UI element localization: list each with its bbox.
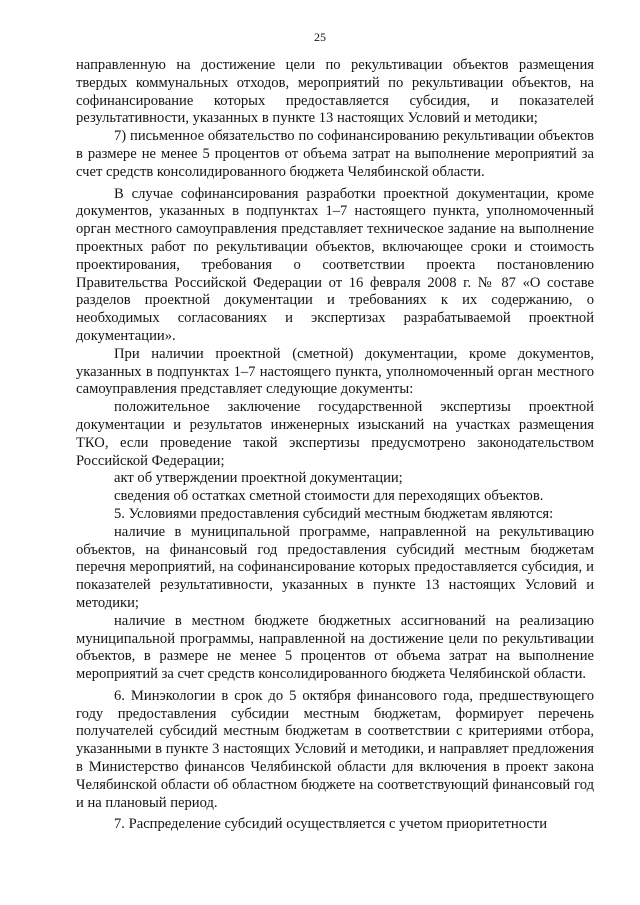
document-body [76, 57, 594, 834]
paragraph-section-6: 6. Минэкологии в срок до 5 октября финансового года, предшествующего году предоставления субсидии местным бюджетам, формирует перечень получателей субсидий местным бюджетам в соответствии с критериями отбора, указанными в пункте 3 настоящих Условий и методики, и направляет предложения в Министерство финансов Челябинской области для включения в проект закона Челябинской области об областном бюджете на соответствующий финансовый год и на плановый период. [76, 687, 594, 811]
paragraph-design-cofinancing: В случае софинансирования разработки проектной документации, кроме документов, указанных в подпунктах 1–7 настоящего пункта, уполномоченный орган местного самоуправления представляет техническое задание на выполнение проектных работ по рекультивации объектов, включающее сроки и стоимость проектирования, требования о соответствии проекта постановлению Правительства Российской Федерации от 16 февраля 2008 г. № 87 «О составе разделов проектной документации и требованиях к их содержанию, о необходимых согласованиях и экспертизах разрабатываемой проектной документации». [76, 185, 594, 344]
paragraph-section-5-heading: 5. Условиями предоставления субсидий местным бюджетам являются: [114, 505, 554, 522]
paragraph-section-7: 7. Распределение субсидий осуществляется с учетом приоритетности [114, 816, 548, 833]
paragraph-budget-condition: наличие в местном бюджете бюджетных ассигнований на реализацию муниципальной программы, направленной на достижение цели по рекультивации объектов, в размере не менее 5 процентов от объема затрат на выполнение мероприятий за счет средств консолидированного бюджета Челябинской области. [76, 612, 594, 683]
paragraph-item-7-obligation: 7) письменное обязательство по софинансированию рекультивации объектов в размере не менее 5 процентов от объема затрат на выполнение мероприятий за счет средств консолидированного бюджета Челябинской области. [76, 128, 594, 180]
paragraph-cost-remainders: сведения об остатках сметной стоимости для переходящих объектов. [114, 488, 544, 505]
paragraph-approval-act: акт об утверждении проектной документации; [114, 470, 403, 487]
paragraph-item-6-continuation: направленную на достижение цели по рекультивации объектов размещения твердых коммунальных отходов, мероприятий по рекультивации объектов, на софинансирование которых предоставляется субсидия, и показателей результативности, указанных в пункте 13 настоящих Условий и методики; [76, 57, 594, 127]
page-number: 25 [314, 30, 326, 44]
paragraph-program-condition: наличие в муниципальной программе, направленной на рекультивацию объектов, на финансовый год предоставления субсидий местным бюджетам перечня мероприятий, на софинансирование которых предоставляется субсидия, и показателей результативности, указанных в пункте 13 настоящих Условий и методики; [76, 523, 594, 611]
paragraph-existing-documentation: При наличии проектной (сметной) документации, кроме документов, указанных в подпунктах 1–7 настоящего пункта, уполномоченный орган местного самоуправления представляет следующие документы: [76, 345, 594, 398]
paragraph-expert-conclusion: положительное заключение государственной экспертизы проектной документации и результатов инженерных изысканий на участках размещения ТКО, если проведение такой экспертизы предусмотрено законодательством Российской Федерации; [76, 399, 594, 469]
